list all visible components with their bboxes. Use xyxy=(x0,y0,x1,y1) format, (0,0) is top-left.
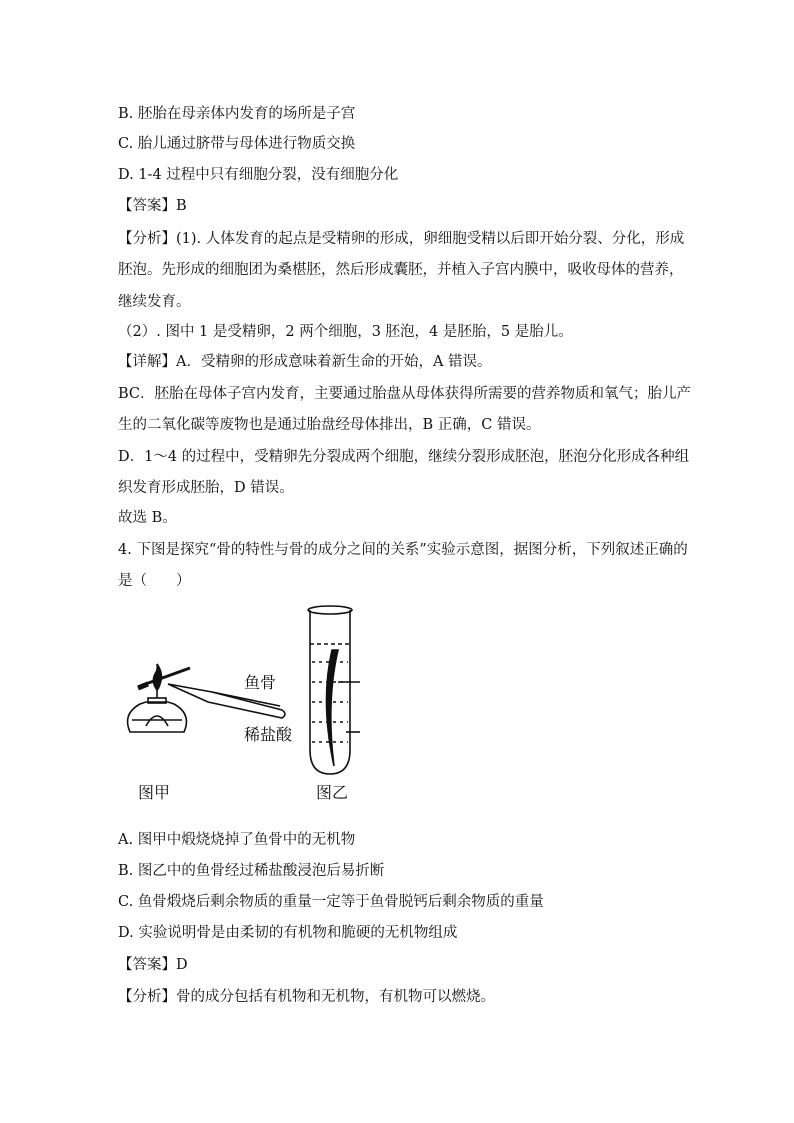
question-4-cont: 是（ ） xyxy=(118,573,191,589)
line-1: B. 胚胎在母亲体内发育的场所是子宫 xyxy=(118,106,356,122)
answer-1: 【答案】B xyxy=(118,198,187,214)
analysis-5: 【分析】骨的成分包括有机物和无机物，有机物可以燃烧。 xyxy=(118,989,495,1005)
hydrochloric-acid-label: 稀盐酸 xyxy=(244,725,293,744)
analysis-2: 胚泡。先形成的细胞团为桑椹胚，然后形成囊胚，并植入子宫内膜中，吸收母体的营养， xyxy=(118,262,684,278)
figure-yi-label: 图乙 xyxy=(316,783,349,802)
option-b: B. 图乙中的鱼骨经过稀盐酸浸泡后易折断 xyxy=(118,863,385,879)
conclusion: 故选 B。 xyxy=(118,510,177,526)
detail-5: 织发育形成胚胎，D 错误。 xyxy=(118,480,294,496)
option-d: D. 实验说明骨是由柔韧的有机物和脆硬的无机物组成 xyxy=(118,925,458,941)
detail-2: BC．胚胎在母体子宫内发育，主要通过胎盘从母体获得所需要的营养物质和氧气；胎儿产 xyxy=(118,386,692,402)
question-4: 4. 下图是探究“骨的特性与骨的成分之间的关系”实验示意图，据图分析，下列叙述正确的 xyxy=(118,542,688,558)
experiment-figure xyxy=(120,602,440,807)
detail-4: D．1～4 的过程中，受精卵先分裂成两个细胞，继续分裂形成胚泡，胚泡分化形成各种组 xyxy=(118,449,690,465)
figure-jia-label: 图甲 xyxy=(138,783,171,802)
answer-2: 【答案】D xyxy=(118,957,188,973)
detail-3: 生的二氧化碳等废物也是通过胎盘经母体排出，B 正确，C 错误。 xyxy=(118,417,541,433)
detail-1: 【详解】A．受精卵的形成意味着新生命的开始，A 错误。 xyxy=(118,354,492,370)
line-2: C. 胎儿通过脐带与母体进行物质交换 xyxy=(118,136,356,152)
analysis-4: （2）. 图中 1 是受精卵，2 两个细胞，3 胚泡，4 是胚胎，5 是胎儿。 xyxy=(118,324,573,340)
alcohol-lamp-icon xyxy=(128,664,187,732)
option-c: C. 鱼骨煅烧后剩余物质的重量一定等于鱼骨脱钙后剩余物质的重量 xyxy=(118,894,544,910)
analysis-1: 【分析】(1). 人体发育的起点是受精卵的形成，卵细胞受精以后即开始分裂、分化，形成 xyxy=(118,231,685,247)
line-3: D. 1-4 过程中只有细胞分裂，没有细胞分化 xyxy=(118,167,399,183)
experiment-diagram xyxy=(120,602,440,807)
test-tube-icon xyxy=(308,606,360,774)
fish-bone-label: 鱼骨 xyxy=(244,673,277,692)
option-a: A. 图甲中煅烧烧掉了鱼骨中的无机物 xyxy=(118,832,356,848)
analysis-3: 继续发育。 xyxy=(118,294,191,310)
